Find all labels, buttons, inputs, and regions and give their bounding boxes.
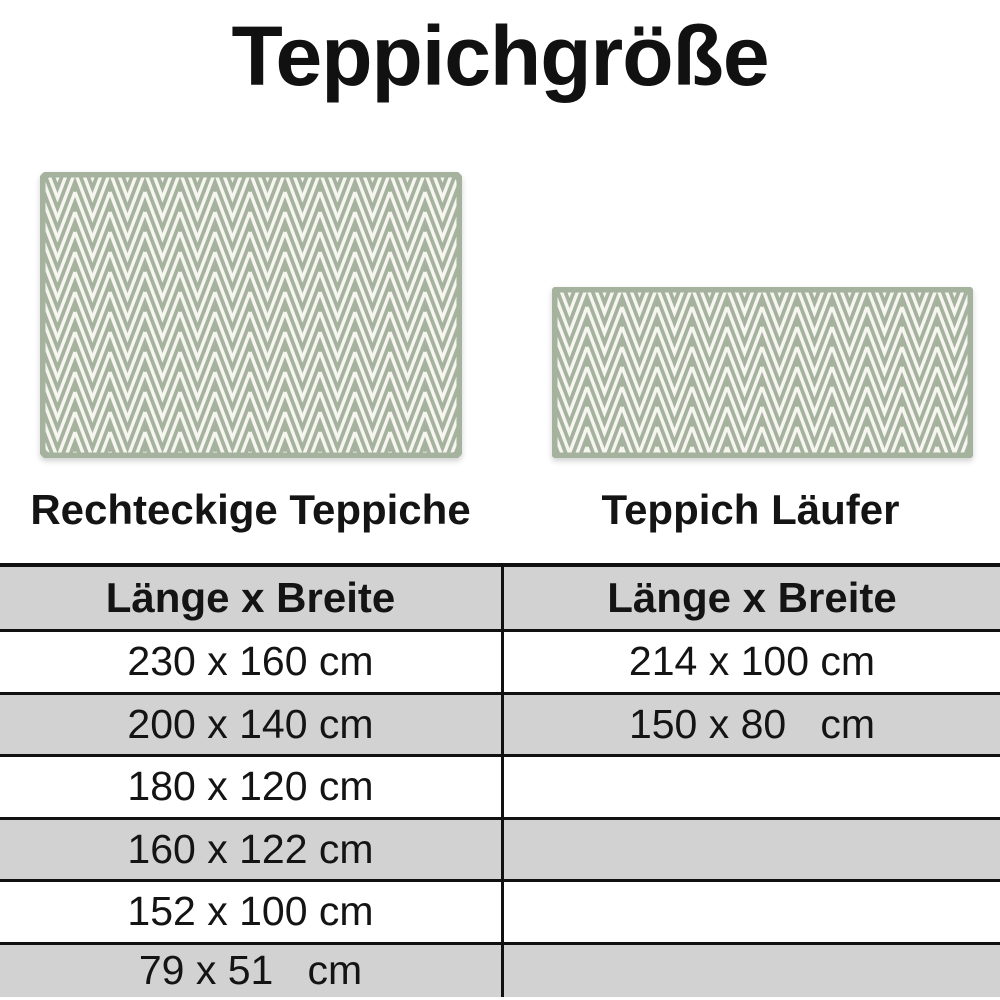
size-cell: [501, 757, 1000, 817]
table-row: [0, 692, 1000, 755]
table-row: [0, 754, 1000, 817]
table-row: [0, 629, 1000, 692]
size-cell: 214 x 100 cm: [501, 632, 1000, 692]
size-cell: 180 x 120 cm: [127, 763, 374, 810]
page-title: Teppichgröße: [231, 9, 769, 103]
size-cell: [501, 882, 1000, 942]
header-cell-runner: Länge x Breite: [501, 567, 1000, 629]
size-table: [0, 563, 1000, 997]
size-cell: 152 x 100 cm: [127, 888, 374, 935]
table-row: [0, 879, 1000, 942]
size-cell: [501, 945, 1000, 997]
table-header-row: [0, 567, 1000, 629]
size-cell: 79 x 51 cm: [138, 947, 363, 993]
size-cell: [501, 820, 1000, 880]
rug-labels-row: [0, 486, 1000, 534]
header-cell-rectangular: Länge x Breite: [105, 574, 396, 621]
runner-rugs-label: Teppich Läufer: [601, 486, 900, 533]
size-cell: 160 x 122 cm: [127, 825, 374, 872]
rectangular-rug-image: [40, 172, 462, 458]
size-cell: 200 x 140 cm: [127, 700, 374, 747]
rectangular-rugs-label: Rechteckige Teppiche: [30, 486, 471, 533]
table-row: [0, 942, 1000, 997]
size-cell: 150 x 80 cm: [501, 695, 1000, 755]
runner-rug-image: [552, 287, 973, 458]
size-cell: 230 x 160 cm: [127, 638, 374, 685]
table-row: [0, 817, 1000, 880]
